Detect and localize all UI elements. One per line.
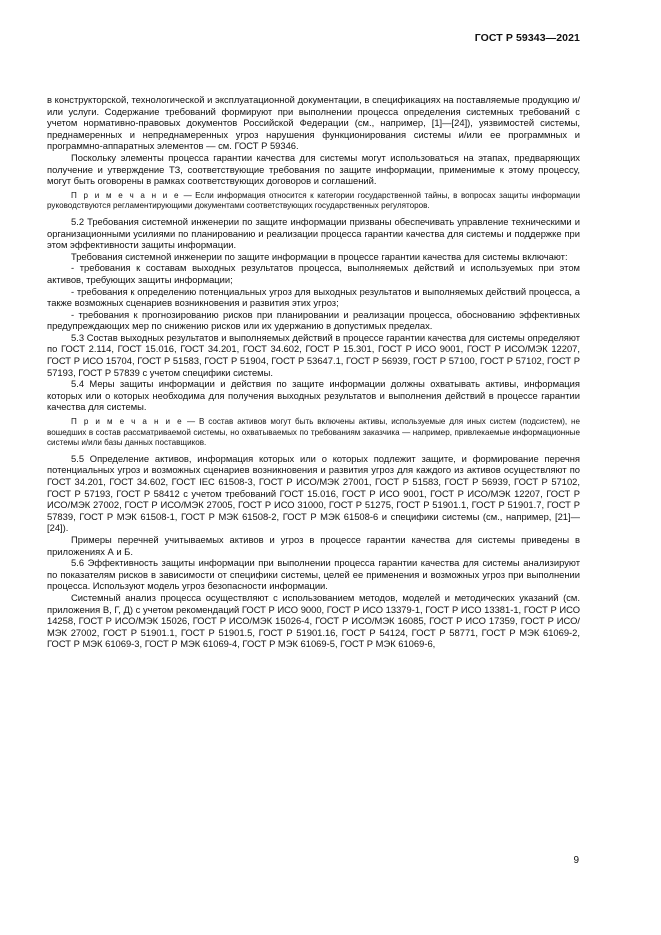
paragraph: Примеры перечней учитываемых активов и угроз в процессе гарантии качества для системы приведены в приложениях А и Б. (47, 533, 580, 557)
note-label: П р и м е ч а н и е (71, 417, 184, 427)
note-text: — Если информация относится к категории государственной тайны, в вопросах защиты информации руководствуются регламентирующими документами соответствующих государственных регуляторов. (47, 190, 580, 211)
paragraph: Системный анализ процесса осуществляют с использованием методов, моделей и методических указаний (см. приложения В, Г, Д) с учетом рекомендаций ГОСТ Р ИСО 9000, ГОСТ Р ИСО 13379-1, ГОСТ Р ИСО 13381-1, ГОСТ Р ИСО 14258, ГОСТ Р ИСО/МЭК 15026, ГОСТ Р ИСО/МЭК 15026-4, ГОСТ Р ИСО/МЭК 16085, ГОСТ Р ИСО 17359, ГОСТ Р ИСО/МЭК 27002, ГОСТ Р 51901.1, ГОСТ Р 51901.5, ГОСТ Р 51901.16, ГОСТ Р 54124, ГОСТ Р 58771, ГОСТ Р МЭК 61069-2, ГОСТ Р МЭК 61069-3, ГОСТ Р МЭК 61069-4, ГОСТ Р МЭК 61069-5, ГОСТ Р МЭК 61069-6, (47, 591, 580, 650)
paragraph: 5.6 Эффективность защиты информации при выполнении процесса гарантии качества для системы анализируют по показателям рисков в зависимости от специфики системы, целей ее применения и возможных угроз при выполнении процесса. Используют модель угроз безопасности информации. (47, 557, 580, 592)
note-text: — В состав активов могут быть включены активы, используемые для иных систем (подсистем), не вошедших в состав рассматриваемой системы, но охватываемых по требованиям заказчика — например, привлекаемые информационные системы и/или базы данных поставщиков. (47, 417, 580, 448)
page-number: 9 (573, 855, 579, 866)
paragraph: Поскольку элементы процесса гарантии качества для системы могут использоваться на этапах, предваряющих получение и утверждение ТЗ, соответствующие требования по защите информации, применимые к этому процессу, могут быть оговорены в рамках соответствующих договоров и соглашений. (47, 151, 580, 187)
paragraph: Требования системной инженерии по защите информации в процессе гарантии качества для системы включают: (71, 250, 568, 262)
paragraph: 5.5 Определение активов, информация которых или о которых подлежит защите, и формирование перечня потенциальных угроз и возможных сценариев возникновения и развития угроз для каждого из активов осуществляют по ГОСТ 34.201, ГОСТ 34.602, ГОСТ IEC 61508-3, ГОСТ Р ИСО/МЭК 27001, ГОСТ Р 51583, ГОСТ Р 56939, ГОСТ Р 57102, ГОСТ Р 57193, ГОСТ Р 58412 с учетом требований ГОСТ 15.016, ГОСТ Р ИСО 9001, ГОСТ Р ИСО/МЭК 12207, ГОСТ Р ИСО/МЭК 27002, ГОСТ Р ИСО/МЭК 27005, ГОСТ Р ИСО 31000, ГОСТ Р 51275, ГОСТ Р 51901.1, ГОСТ Р 51901.7, ГОСТ Р 57839, ГОСТ Р МЭК 61508-1, ГОСТ Р МЭК 61508-2, ГОСТ Р МЭК 61508-6 и специфики системы (см., например, [21]—[24]). (47, 452, 580, 534)
paragraph: в конструкторской, технологической и эксплуатационной документации, в спецификациях на поставляемые продукцию и/или услуги. Содержание требований формируют при выполнении процесса определения системных требований с учетом нормативно-правовых документов Российской Федерации (см., например, [1]—[24]), уязвимостей системы, преднамеренных и непреднамеренных угроз нарушения функционирования системы и/или ее программных и программно-аппаратных элементов — см. ГОСТ Р 59346. (47, 94, 580, 152)
page-body (47, 94, 580, 650)
paragraph: 5.2 Требования системной инженерии по защите информации призваны обеспечивать управление техническими и организационными усилиями по планированию и реализации процесса гарантии качества для системы и поддержке при этом эффективности защиты информации. (47, 215, 580, 251)
list-item: - требования к составам выходных результатов процесса, выполняемых действий и используемых при этом активов, требующих защиты информации; (47, 262, 580, 285)
paragraph: 5.3 Состав выходных результатов и выполняемых действий в процессе гарантии качества для системы определяют по ГОСТ 2.114, ГОСТ 15.016, ГОСТ 34.201, ГОСТ 34.602, ГОСТ Р 15.301, ГОСТ Р ИСО 9001, ГОСТ Р ИСО/МЭК 12207, ГОСТ Р ИСО 15704, ГОСТ Р 51583, ГОСТ Р 51904, ГОСТ Р 53647.1, ГОСТ Р 56939, ГОСТ Р 57100, ГОСТ Р 57102, ГОСТ Р 57193, ГОСТ Р 57839 с учетом специфики системы. (47, 331, 580, 378)
paragraph: 5.4 Меры защиты информации и действия по защите информации должны охватывать активы, информация которых или о которых необходима для получения выходных результатов и выполнения действий в процессе гарантии качества для системы. (47, 378, 580, 413)
list-item: - требования к прогнозированию рисков при планировании и реализации процесса, обоснованию эффективных предупреждающих мер по снижению рисков или их удержанию в допустимых пределах. (47, 308, 580, 332)
list-item: - требования к определению потенциальных угроз для выходных результатов и выполняемых действий процесса, а также возможных сценариев возникновения и развития этих угроз; (47, 285, 580, 309)
note (47, 417, 580, 449)
note (47, 191, 580, 212)
note-label: П р и м е ч а н и е (71, 190, 181, 200)
document-header: ГОСТ Р 59343—2021 (474, 32, 580, 44)
